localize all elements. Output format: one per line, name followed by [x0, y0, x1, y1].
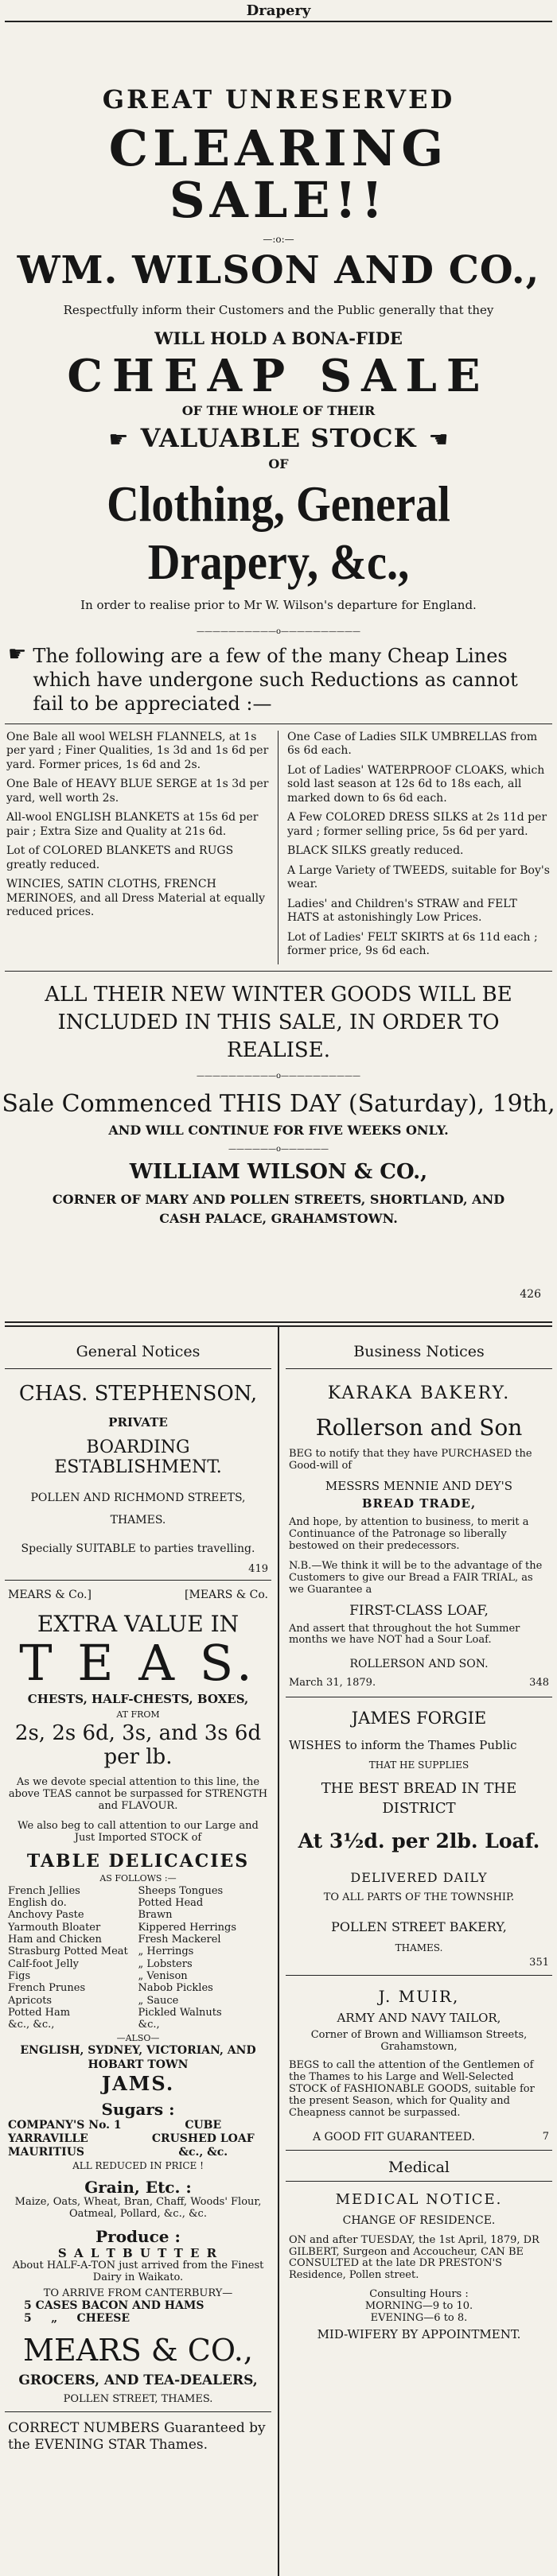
- medical-on: ON and after TUESDAY, the 1st April, 1879, DR GILBERT, Surgeon and Accoucheur, CAN BE CONSULTED at the late DR PRESTON'S Residence, Pollen street.: [289, 2233, 539, 2282]
- delicacy-row: [8, 2019, 268, 2031]
- messrs: MESSRS MENNIE AND DEY'S: [325, 1478, 513, 1493]
- separator: —:o:—: [263, 234, 294, 246]
- section-title: Drapery: [246, 2, 311, 19]
- reduced-price: ALL REDUCED IN PRICE !: [72, 2160, 204, 2172]
- good-fit: A GOOD FIT GUARANTEED.: [313, 2130, 475, 2143]
- to-arrive: TO ARRIVE FROM CANTERBURY—: [43, 2287, 233, 2300]
- whole-of-their: OF THE WHOLE OF THEIR: [181, 402, 376, 418]
- salt-butter: S A L T B U T T E R: [57, 2246, 219, 2261]
- karaka-advert: [281, 1383, 557, 1689]
- reduced-item: One Bale of HEAVY BLUE SERGE at 1s 3d per yard, well worth 2s.: [6, 778, 269, 805]
- midwifery: MID-WIFERY BY APPOINTMENT.: [317, 2327, 521, 2342]
- reduced-item: Lot of Ladies' FELT SKIRTS at 6s 11d each ; former price, 9s 6d each.: [287, 930, 538, 958]
- delicacy-row: [8, 1885, 268, 1897]
- reduced-item: A Large Variety of TWEEDS, suitable for Boy's wear.: [287, 863, 550, 891]
- medical-advert: [281, 2151, 557, 2342]
- delicacy-left: &c., &c.,: [8, 2019, 55, 2031]
- forgie-advert: [281, 1709, 557, 1969]
- delicacy-row: [8, 1897, 268, 1909]
- karaka-beg: BEG to notify that they have PURCHASED the Good-will of: [289, 1448, 532, 1472]
- karaka-assert: And assert that throughout the hot Summer months we have NOT had a Sour Loaf.: [289, 1622, 520, 1647]
- delicacy-right: Pickled Walnuts: [138, 2007, 222, 2019]
- sugar-list: [8, 2119, 268, 2159]
- right-column: [281, 1327, 557, 2341]
- also-line: —ALSO—: [116, 2032, 160, 2043]
- wilson-advert: [0, 84, 557, 1321]
- table-delicacies: TABLE DELICACIES: [26, 1850, 250, 1872]
- mears-top-left: MEARS & Co.]: [8, 1589, 92, 1601]
- steph-private: PRIVATE: [108, 1415, 168, 1430]
- delicacy-left: English do.: [8, 1897, 67, 1910]
- sugar-left: MAURITIUS: [8, 2145, 85, 2159]
- pollen-bakery: POLLEN STREET BAKERY,: [331, 1919, 507, 1934]
- karaka-hope: And hope, by attention to business, to merit a Continuance of the Patronage so liberally bestowed on their predecessors.: [289, 1515, 529, 1552]
- sugar-right: &c., &c.: [178, 2145, 228, 2159]
- sugar-row: [8, 2119, 268, 2132]
- morning: MORNING—9 to 10.: [364, 2300, 473, 2313]
- delicacy-right: „ Sauce: [138, 1994, 179, 2007]
- forgie-wishes: WISHES to inform the Thames Public: [289, 1738, 517, 1753]
- pointing-hand-icon: ☛: [108, 425, 129, 452]
- of-line: OF: [268, 456, 289, 471]
- lower-columns: [0, 1327, 557, 2576]
- all-parts: TO ALL PARTS OF THE TOWNSHIP.: [323, 1891, 515, 1903]
- list-bottom-rule: [5, 971, 552, 972]
- reduced-item: All-wool ENGLISH BLANKETS at 15s 6d per pair ; Extra Size and Quality at 21s 6d.: [6, 811, 259, 838]
- devote-text: As we devote special attention to this line, the above TEAS cannot be surpassed for STRENGTH and FLAVOUR.: [8, 1776, 268, 1812]
- steph-name: CHAS. STEPHENSON,: [18, 1382, 258, 1406]
- cases-cheese: 5 „ CHEESE: [24, 2312, 130, 2326]
- winter-goods: ALL THEIR NEW WINTER GOODS WILL BE INCLUDED IN THIS SALE, IN ORDER TO REALISE.: [45, 982, 512, 1063]
- right-list: [276, 731, 551, 964]
- grain-heading: Grain, Etc. :: [84, 2178, 192, 2198]
- stephenson-advert: [0, 1382, 276, 1575]
- separator: ——————————o——————————: [196, 1072, 361, 1081]
- ad-bottom-rule: [5, 1321, 552, 1323]
- delicacy-row: [8, 2007, 268, 2019]
- reduced-lines: [0, 731, 557, 964]
- sugar-right: CUBE: [185, 2119, 222, 2132]
- sugar-left: COMPANY'S No. 1: [8, 2119, 122, 2132]
- delicacy-left: Apricots: [8, 1994, 53, 2007]
- karaka-nb: N.B.—We think it will be to the advantage of the Customers to give our Bread a FAIR TRIAL, as we Guarantee a: [289, 1559, 543, 1596]
- mears-advert: [0, 1589, 276, 2405]
- consulting-hours: Consulting Hours :: [369, 2288, 469, 2301]
- valuable-stock: VALUABLE STOCK: [140, 422, 417, 453]
- left-list: [6, 731, 276, 964]
- also-call-text: We also beg to call attention to our Large and Just Imported STOCK of: [18, 1819, 259, 1844]
- delicacy-left: Potted Ham: [8, 2007, 71, 2019]
- continue-line: AND WILL CONTINUE FOR FIVE WEEKS ONLY.: [108, 1123, 449, 1139]
- forgie-price: At 3½d. per 2lb. Loaf.: [298, 1829, 540, 1852]
- medical-notice: MEDICAL NOTICE.: [335, 2190, 503, 2208]
- forgie-supplies: THAT HE SUPPLIES: [368, 1759, 469, 1771]
- delicacy-right: Sheeps Tongues: [138, 1884, 224, 1897]
- steph-boarding: BOARDING ESTABLISHMENT.: [54, 1437, 222, 1477]
- forgie-number: 351: [529, 1957, 549, 1969]
- forgie-name: JAMES FORGIE: [351, 1709, 487, 1728]
- delivered-daily: DELIVERED DAILY: [350, 1870, 488, 1885]
- sale-commenced: Sale Commenced THIS DAY (Saturday), 19th,: [2, 1090, 555, 1119]
- produce-heading: Produce :: [95, 2227, 181, 2247]
- general-notices-heading: General Notices: [76, 1343, 201, 1360]
- delicacy-left: Strasburg Potted Meat: [8, 1946, 128, 1958]
- muir-number: 7: [542, 2130, 549, 2143]
- left-column: [0, 1327, 276, 2453]
- sugar-left: YARRAVILLE: [8, 2132, 88, 2145]
- delicacy-row: [8, 1982, 268, 1994]
- best-bread: THE BEST BREAD IN THE DISTRICT: [321, 1779, 517, 1817]
- section-header: [0, 0, 557, 21]
- karaka-sign: ROLLERSON AND SON.: [349, 1658, 489, 1671]
- per-lb: per lb.: [103, 1745, 173, 1770]
- delicacy-left: Anchovy Paste: [8, 1909, 84, 1922]
- karaka-number: 348: [529, 1677, 549, 1690]
- delicacy-row: [8, 1909, 268, 1921]
- delicacy-right: „ Herrings: [138, 1946, 194, 1958]
- order-line: In order to realise prior to Mr W. Wilson's departure for England.: [80, 597, 477, 612]
- grocers: GROCERS, AND TEA-DEALERS,: [18, 2372, 258, 2389]
- evening: EVENING—6 to 8.: [370, 2312, 468, 2325]
- corner-address: CORNER OF MARY AND POLLEN STREETS, SHORTLAND, AND CASH PALACE, GRAHAMSTOWN.: [52, 1192, 505, 1227]
- mears-big: MEARS & CO.,: [23, 2333, 253, 2368]
- mears-top-right: [MEARS & Co.: [185, 1589, 268, 1601]
- sugar-row: [8, 2132, 268, 2146]
- extra-value: EXTRA VALUE IN: [37, 1611, 240, 1637]
- great-unreserved: GREAT UNRESERVED: [102, 84, 455, 114]
- steph-suitable: Specially SUITABLE to parties travelling.: [21, 1542, 255, 1555]
- following-intro: [0, 638, 557, 716]
- reduced-item: One Case of Ladies SILK UMBRELLAS from 6s 6d each.: [287, 730, 538, 758]
- forgie-thames: THAMES.: [395, 1942, 443, 1953]
- reduced-item: BLACK SILKS greatly reduced.: [287, 844, 464, 858]
- delicacy-row: [8, 1970, 268, 1982]
- delicacies-list: [8, 1885, 268, 2031]
- reduced-item: WINCIES, SATIN CLOTHS, FRENCH MERINOES, and all Dress Material at equally reduced prices.: [6, 878, 266, 919]
- about-text: About HALF-A-TON just arrived from the Finest Dairy in Waikato.: [12, 2260, 264, 2284]
- delicacy-row: [8, 1922, 268, 1934]
- delicacy-left: Figs: [8, 1970, 31, 1983]
- valuable-line: [0, 423, 557, 453]
- header-rule: [5, 21, 552, 22]
- delicacy-right: Nabob Pickles: [138, 1982, 213, 1995]
- at-from: AT FROM: [116, 1709, 160, 1721]
- separator: ——————————o——————————: [196, 627, 361, 636]
- company-name: WM. WILSON AND CO.,: [17, 248, 540, 293]
- reduced-item: Lot of Ladies' WATERPROOF CLOAKS, which sold last season at 12s 6d to 18s each, all marked down to 6s 6d each.: [287, 763, 545, 805]
- as-follows: AS FOLLOWS :—: [99, 1872, 177, 1884]
- muir-advert: [281, 1987, 557, 2143]
- delicacy-left: Calf-foot Jelly: [8, 1957, 79, 1970]
- mears-pollen: POLLEN STREET, THAMES.: [63, 2393, 213, 2406]
- delicacy-row: [8, 1995, 268, 2007]
- jams: JAMS.: [101, 2072, 175, 2096]
- column-divider: [278, 1327, 279, 2576]
- sugar-right: CRUSHED LOAF: [151, 2132, 255, 2145]
- muir-tailor: ARMY AND NAVY TAILOR,: [337, 2011, 501, 2025]
- tea-prices: 2s, 2s 6d, 3s, and 3s 6d: [14, 1721, 262, 1746]
- delicacy-left: Ham and Chicken: [8, 1934, 102, 1946]
- medical-heading: Medical: [388, 2158, 450, 2176]
- muir-begs: BEGS to call the attention of the Gentlemen of the Thames to his Large and Well-Selected STOCK of FASHIONABLE GOODS, suitable for the present Season, which for Quality and Cheapness cannot be surpassed.: [289, 2058, 535, 2119]
- correct-numbers: CORRECT NUMBERS Guaranteed by the EVENING STAR Thames.: [8, 2420, 266, 2453]
- clothing-drapery: Clothing, General Drapery, &c.,: [107, 475, 450, 591]
- delicacy-right: „ Lobsters: [138, 1957, 193, 1970]
- steph-number: 419: [248, 1563, 268, 1575]
- delicacy-row: [8, 1958, 268, 1970]
- delicacy-right: &c.,: [138, 2019, 160, 2031]
- delicacy-left: French Prunes: [8, 1982, 86, 1995]
- delicacy-row: [8, 1946, 268, 1957]
- ad-number: 426: [520, 1288, 541, 1301]
- sugars: Sugars :: [101, 2100, 175, 2120]
- reduced-item: Ladies' and Children's STRAW and FELT HATS at astonishingly Low Prices.: [287, 897, 517, 925]
- will-hold: WILL HOLD A BONA-FIDE: [154, 328, 403, 348]
- bread-trade: BREAD TRADE,: [361, 1496, 477, 1511]
- delicacy-right: Fresh Mackerel: [138, 1934, 221, 1946]
- change-residence: CHANGE OF RESIDENCE.: [342, 2213, 496, 2227]
- delicacy-right: Kippered Herrings: [138, 1921, 237, 1934]
- muir-name: J. MUIR,: [378, 1987, 460, 2006]
- teas: T E A S.: [19, 1634, 257, 1692]
- clearing-sale: CLEARING SALE!!: [108, 119, 449, 230]
- respect-line: Respectfully inform their Customers and the Public generally that they: [63, 302, 494, 317]
- steph-pollen: POLLEN AND RICHMOND STREETS,: [30, 1492, 246, 1504]
- following-text: The following are a few of the many Cheap Lines which have undergone such Reductions as cannot fail to be appreciated :—: [33, 644, 518, 715]
- muir-corner: Corner of Brown and Williamson Streets, Grahamstown,: [310, 2029, 528, 2053]
- reduced-item: A Few COLORED DRESS SILKS at 2s 11d per yard ; former selling price, 5s 6d per yard.: [287, 811, 547, 838]
- reduced-item: Lot of COLORED BLANKETS and RUGS greatly reduced.: [6, 844, 234, 871]
- delicacy-right: Brawn: [138, 1909, 173, 1922]
- cheap-sale: CHEAP SALE: [67, 349, 490, 402]
- grain-text: Maize, Oats, Wheat, Bran, Chaff, Woods' Flour, Oatmeal, Pollard, &c., &c.: [14, 2196, 262, 2221]
- delicacy-right: „ Venison: [138, 1970, 188, 1983]
- business-notices-heading: Business Notices: [353, 1343, 485, 1360]
- separator: ——————o——————: [228, 1145, 329, 1154]
- first-class-loaf: FIRST-CLASS LOAF,: [349, 1602, 489, 1619]
- delicacy-left: Yarmouth Bloater: [8, 1921, 101, 1934]
- william-wilson: WILLIAM WILSON & CO.,: [129, 1160, 428, 1185]
- reduced-item: One Bale all wool WELSH FLANNELS, at 1s per yard ; Finer Qualities, 1s 3d and 1s 6d per yard. Former prices, 1s 6d and 2s.: [6, 730, 269, 771]
- steph-thames: THAMES.: [110, 1514, 166, 1527]
- delicacy-row: [8, 1934, 268, 1946]
- delicacy-left: French Jellies: [8, 1884, 80, 1897]
- karaka-date: March 31, 1879.: [289, 1677, 376, 1690]
- jams-intro: ENGLISH, SYDNEY, VICTORIAN, AND HOBART TOWN: [20, 2043, 256, 2071]
- delicacy-right: Potted Head: [138, 1897, 204, 1910]
- pointing-hand-icon: ☛: [8, 642, 27, 666]
- chests: CHESTS, HALF-CHESTS, BOXES,: [27, 1692, 249, 1707]
- karaka-title: KARAKA BAKERY.: [327, 1383, 511, 1403]
- rollerson: Rollerson and Son: [315, 1414, 523, 1441]
- pointing-hand-icon: ☚: [428, 425, 449, 452]
- cases-bacon: 5 CASES BACON AND HAMS: [24, 2299, 204, 2313]
- sugar-row: [8, 2146, 268, 2159]
